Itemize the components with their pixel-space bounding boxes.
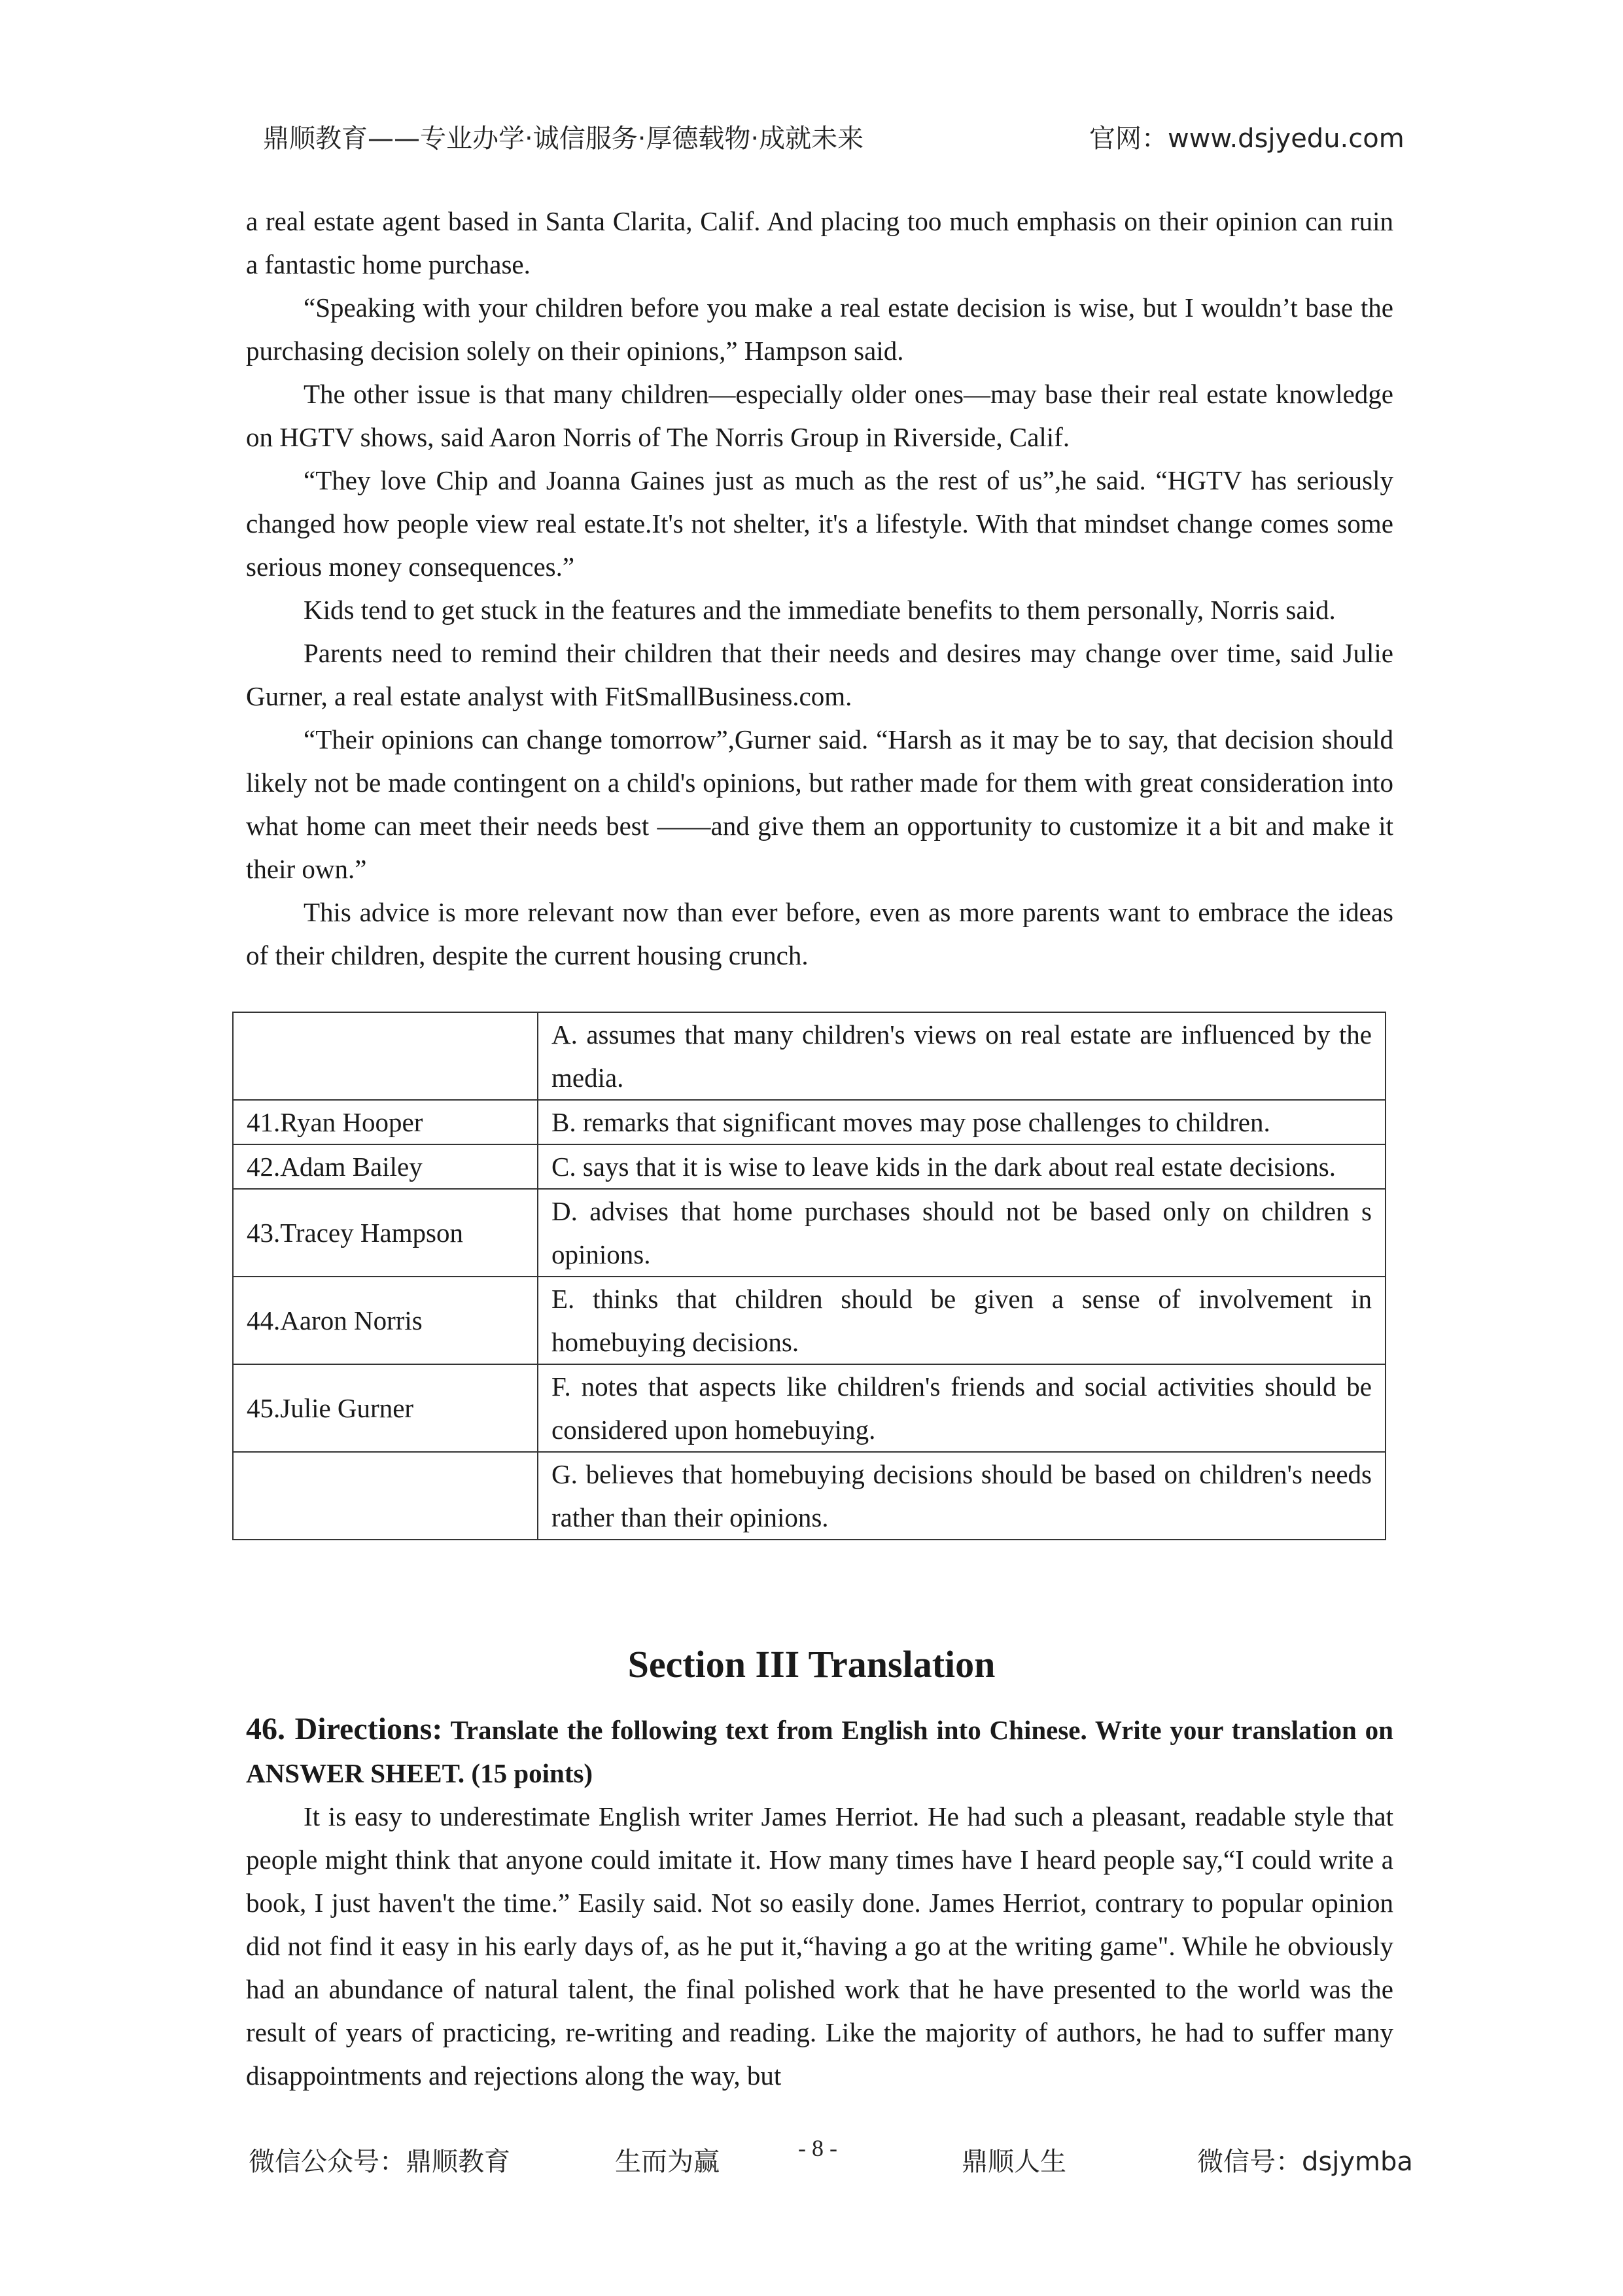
person-name: 41.Ryan Hooper xyxy=(233,1100,538,1144)
page-number: - 8 - xyxy=(798,2135,837,2161)
paragraph: “They love Chip and Joanna Gaines just as much as the rest of us”,he said. “HGTV has seriously changed how people view real estate.It's not shelter, it's a lifestyle. With that mindset change comes some serious money consequences.” xyxy=(246,465,1393,582)
paragraph: Kids tend to get stuck in the features and the immediate benefits to them personally, Norris said. xyxy=(304,595,1336,625)
translation-section xyxy=(246,1708,1393,2097)
table-row xyxy=(233,1012,1386,1100)
table-row xyxy=(233,1100,1386,1144)
directions-label: 46. Directions: xyxy=(246,1712,443,1746)
person-name: 44.Aaron Norris xyxy=(233,1277,538,1364)
option-text: E. thinks that children should be given a sense of involvement in homebuying decisions. xyxy=(538,1277,1386,1364)
translation-passage: It is easy to underestimate English writer James Herriot. He had such a pleasant, readable style that people might think that anyone could imitate it. How many times have I heard people say,“I could write a book, I just haven't the time.” Easily said. Not so easily done. James Herriot, contrary to popular opinion did not find it easy in his early days of, as he put it,“having a go at the writing game". While he obviously had an abundance of natural talent, the final polished work that he have presented to the world was the result of years of practicing, re-writing and reading. Like the majority of authors, he had to suffer many disappointments and rejections along the way, but xyxy=(246,1801,1393,2091)
option-text: D. advises that home purchases should not be based only on children s opinions. xyxy=(538,1189,1386,1277)
paragraph: The other issue is that many children—especially older ones—may base their real estate knowledge on HGTV shows, said Aaron Norris of The Norris Group in Riverside, Calif. xyxy=(246,379,1393,452)
person-name: 43.Tracey Hampson xyxy=(233,1189,538,1277)
matching-table xyxy=(232,1012,1386,1540)
table-row xyxy=(233,1277,1386,1364)
directions-text: Translate the following text from English into Chinese. Write your translation on ANSWER SHEET. (15 points) xyxy=(246,1715,1393,1788)
option-text: A. assumes that many children's views on real estate are influenced by the media. xyxy=(538,1012,1386,1100)
footer-wechat-account: 微信公众号：鼎顺教育 xyxy=(249,2147,510,2177)
option-text: F. notes that aspects like children's friends and social activities should be considered upon homebuying. xyxy=(538,1364,1386,1452)
footer-slogan: 生而为赢 xyxy=(615,2147,720,2177)
paragraph: a real estate agent based in Santa Clarita, Calif. And placing too much emphasis on their opinion can ruin a fantastic home purchase. xyxy=(246,206,1393,279)
paragraph: “Speaking with your children before you make a real estate decision is wise, but I wouldn’t base the purchasing decision solely on their opinions,” Hampson said. xyxy=(246,292,1393,366)
reading-passage xyxy=(246,200,1393,977)
option-text: G. believes that homebuying decisions should be based on children's needs rather than their opinions. xyxy=(538,1452,1386,1540)
person-name: 45.Julie Gurner xyxy=(233,1364,538,1452)
paragraph: “Their opinions can change tomorrow”,Gurner said. “Harsh as it may be to say, that decision should likely not be made contingent on a child's opinions, but rather made for them with great consideration into what home can meet their needs best ——and give them an opportunity to customize it a bit and make it their own.” xyxy=(246,724,1393,884)
person-name xyxy=(233,1452,538,1540)
table-row xyxy=(233,1452,1386,1540)
footer-wechat-id: 微信号：dsjymba xyxy=(1197,2147,1413,2177)
paragraph: Parents need to remind their children that their needs and desires may change over time, said Julie Gurner, a real estate analyst with FitSmallBusiness.com. xyxy=(246,638,1393,711)
option-text: B. remarks that significant moves may pose challenges to children. xyxy=(538,1100,1386,1144)
paragraph: This advice is more relevant now than ever before, even as more parents want to embrace the ideas of their children, despite the current housing crunch. xyxy=(246,897,1393,970)
option-text: C. says that it is wise to leave kids in the dark about real estate decisions. xyxy=(538,1144,1386,1189)
table-row xyxy=(233,1144,1386,1189)
header-school-slogan: 鼎顺教育——专业办学·诚信服务·厚德载物·成就未来 xyxy=(263,124,864,154)
footer-brand: 鼎顺人生 xyxy=(962,2147,1066,2177)
person-name: 42.Adam Bailey xyxy=(233,1144,538,1189)
directions xyxy=(246,1708,1393,1795)
header-website: 官网：www.dsjyedu.com xyxy=(1089,124,1405,154)
person-name xyxy=(233,1012,538,1100)
table-row xyxy=(233,1364,1386,1452)
table-row xyxy=(233,1189,1386,1277)
section-title: Section III Translation xyxy=(627,1643,996,1686)
